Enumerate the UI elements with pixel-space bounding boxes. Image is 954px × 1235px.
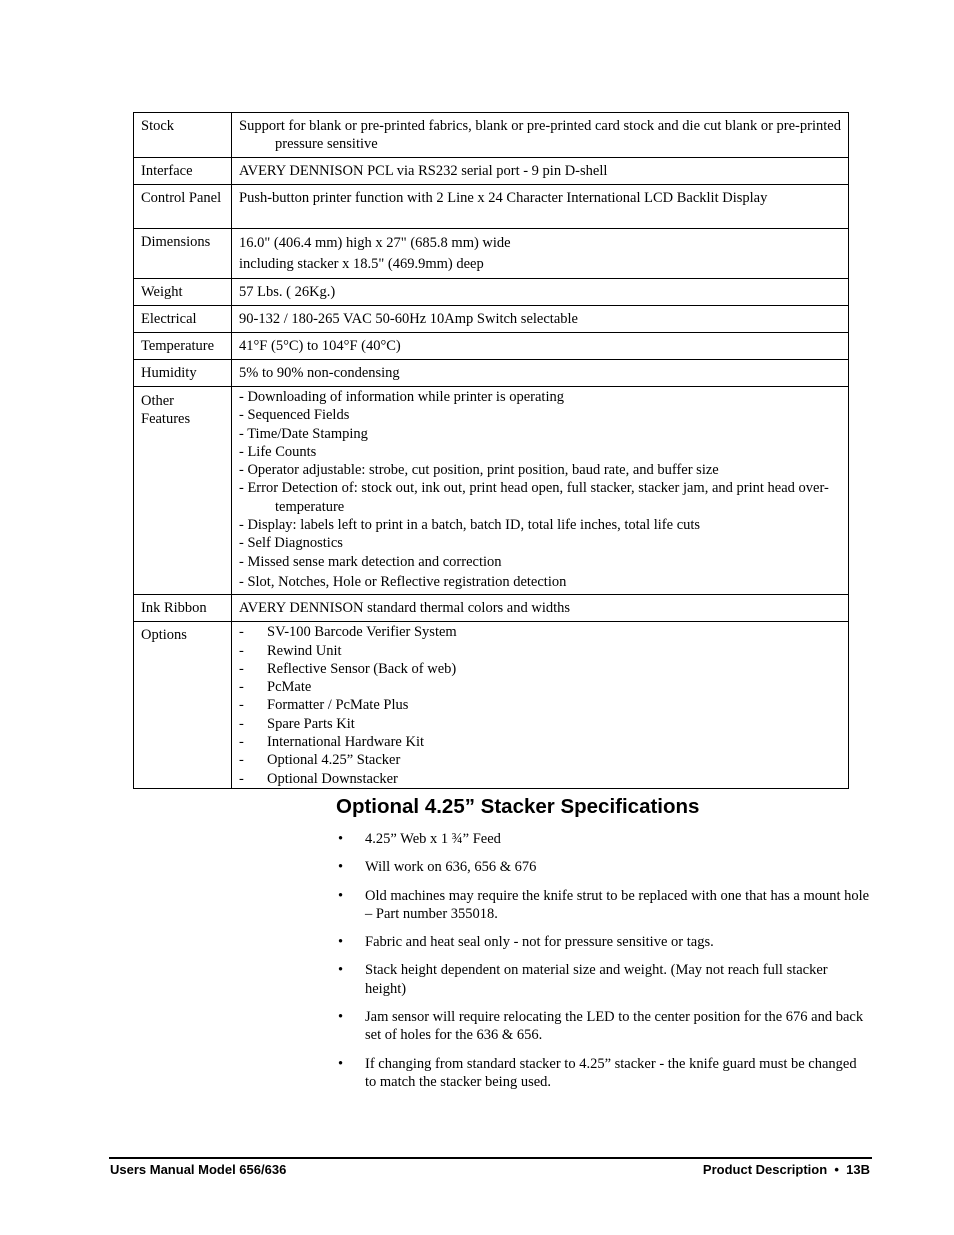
footer-page-label: Product Description • 13B xyxy=(702,1162,870,1177)
spec-value-line: AVERY DENNISON standard thermal colors and widths xyxy=(239,600,571,617)
feature-line: - Missed sense mark detection and correction xyxy=(239,553,502,570)
list-item-text: Fabric and heat seal only - not for pressure sensitive or tags. xyxy=(365,934,714,951)
spec-value xyxy=(232,279,849,306)
list-item xyxy=(336,1008,871,1045)
spec-row-dimensions xyxy=(134,229,849,279)
section-title: Optional 4.25” Stacker Specifications xyxy=(336,795,700,818)
spec-row-ink-ribbon xyxy=(134,595,849,622)
feature-line: - Self Diagnostics xyxy=(239,535,343,552)
spec-value xyxy=(232,158,849,185)
option-dash: - xyxy=(239,715,244,732)
feature-line: - Error Detection of: stock out, ink out, print head open, full stacker, stacker jam, and print head over-temperature xyxy=(239,480,829,515)
spec-value xyxy=(232,333,849,360)
spec-value-line: 41°F (5°C) to 104°F (40°C) xyxy=(239,338,401,354)
specifications-table xyxy=(133,112,849,789)
list-item-text: 4.25” Web x 1 ¾” Feed xyxy=(365,831,501,847)
spec-value-line: 16.0" (406.4 mm) high x 27" (685.8 mm) wide xyxy=(239,235,511,251)
spec-value xyxy=(232,360,849,387)
option-dash: - xyxy=(239,642,244,659)
spec-label: Ink Ribbon xyxy=(134,595,232,622)
spec-value xyxy=(232,229,849,279)
list-item-text: If changing from standard stacker to 4.25” stacker - the knife guard must be changed to match the stacker being used. xyxy=(365,1055,857,1090)
bullet-dot: • xyxy=(338,934,344,951)
footer-rule xyxy=(109,1157,872,1159)
spec-value-line: AVERY DENNISON PCL via RS232 serial port - 9 pin D-shell xyxy=(239,163,608,179)
list-item-text: Old machines may require the knife strut to be replaced with one that has a mount hole – Part number 355018. xyxy=(365,887,870,922)
option-dash: - xyxy=(239,734,244,751)
spec-value xyxy=(232,622,849,789)
option-item xyxy=(239,623,841,641)
bullet-dot: • xyxy=(338,1055,344,1072)
option-label: PcMate xyxy=(267,679,312,696)
feature-line: - Display: labels left to print in a batch, batch ID, total life inches, total life cuts xyxy=(239,517,701,534)
spec-value-line: 57 Lbs. ( 26Kg.) xyxy=(239,284,336,300)
feature-line: - Operator adjustable: strobe, cut position, print position, baud rate, and buffer size xyxy=(239,462,719,479)
spec-label: Interface xyxy=(134,158,232,185)
feature-line: - Slot, Notches, Hole or Reflective registration detection xyxy=(239,573,567,590)
spec-label: Temperature xyxy=(134,333,232,360)
spec-label: Dimensions xyxy=(134,229,232,279)
option-label: Optional Downstacker xyxy=(267,770,398,787)
list-item xyxy=(336,933,871,951)
option-dash: - xyxy=(239,624,244,641)
option-label: Spare Parts Kit xyxy=(267,715,355,732)
feature-line: - Life Counts xyxy=(239,443,317,460)
spec-row-other-features xyxy=(134,387,849,595)
list-item-text: Stack height dependent on material size and weight. (May not reach full stacker height) xyxy=(365,962,828,997)
spec-value xyxy=(232,595,849,622)
option-item xyxy=(239,660,841,678)
spec-label: Stock xyxy=(134,113,232,158)
spec-value-line: 5% to 90% non-condensing xyxy=(239,365,400,381)
option-label: Rewind Unit xyxy=(267,642,342,659)
bullet-dot: • xyxy=(338,962,344,979)
spec-value-line: Support for blank or pre-printed fabrics, blank or pre-printed card stock and die cut blank or pre-printed pressure sensitive xyxy=(239,118,841,152)
bullet-dot: • xyxy=(338,887,344,904)
bullet-dot: • xyxy=(338,1009,344,1026)
spec-value xyxy=(232,306,849,333)
list-item-text: Will work on 636, 656 & 676 xyxy=(365,859,537,876)
spec-row-control-panel xyxy=(134,185,849,229)
spec-value xyxy=(232,185,849,229)
option-item xyxy=(239,715,841,733)
spec-label: Electrical xyxy=(134,306,232,333)
option-dash: - xyxy=(239,679,244,696)
spec-value xyxy=(232,113,849,158)
spec-row-interface xyxy=(134,158,849,185)
option-label: Formatter / PcMate Plus xyxy=(267,697,409,714)
list-item-text: Jam sensor will require relocating the LED to the center position for the 676 and back set of holes for the 636 & 656. xyxy=(365,1009,864,1044)
spec-value-line: 90-132 / 180-265 VAC 50-60Hz 10Amp Switch selectable xyxy=(239,311,578,327)
feature-line: - Downloading of information while printer is operating xyxy=(239,389,564,405)
option-item xyxy=(239,642,841,660)
option-item xyxy=(239,696,841,714)
list-item xyxy=(336,830,871,848)
option-item xyxy=(239,770,841,788)
spec-row-humidity xyxy=(134,360,849,387)
option-label: International Hardware Kit xyxy=(267,734,425,751)
bullet-dot: • xyxy=(338,831,344,847)
option-label: Optional 4.25” Stacker xyxy=(267,752,401,769)
option-dash: - xyxy=(239,770,244,787)
spec-label: Humidity xyxy=(134,360,232,387)
option-label: SV-100 Barcode Verifier System xyxy=(267,624,457,641)
footer-manual-title: Users Manual Model 656/636 xyxy=(110,1162,287,1177)
spec-label: Weight xyxy=(134,279,232,306)
option-dash: - xyxy=(239,660,244,677)
bullet-dot: • xyxy=(338,859,344,876)
list-item xyxy=(336,961,871,998)
feature-line: - Sequenced Fields xyxy=(239,407,350,424)
option-dash: - xyxy=(239,697,244,714)
option-dash: - xyxy=(239,752,244,769)
spec-label: Other Features xyxy=(134,387,232,595)
feature-line: - Time/Date Stamping xyxy=(239,425,368,442)
list-item xyxy=(336,1055,871,1092)
spec-value xyxy=(232,387,849,595)
spec-value-line: including stacker x 18.5" (469.9mm) deep xyxy=(239,255,484,272)
spec-row-stock xyxy=(134,113,849,158)
spec-label: Control Panel xyxy=(134,185,232,229)
list-item xyxy=(336,858,871,876)
option-item xyxy=(239,678,841,696)
list-item xyxy=(336,887,871,924)
option-item xyxy=(239,733,841,751)
spec-value-line: Push-button printer function with 2 Line x 24 Character International LCD Backlit Display xyxy=(239,190,768,206)
option-label: Reflective Sensor (Back of web) xyxy=(267,660,457,677)
option-item xyxy=(239,751,841,769)
stacker-spec-list xyxy=(336,830,871,1101)
spec-row-temperature xyxy=(134,333,849,360)
spec-row-options xyxy=(134,622,849,789)
spec-row-electrical xyxy=(134,306,849,333)
spec-label: Options xyxy=(134,622,232,789)
spec-row-weight xyxy=(134,279,849,306)
